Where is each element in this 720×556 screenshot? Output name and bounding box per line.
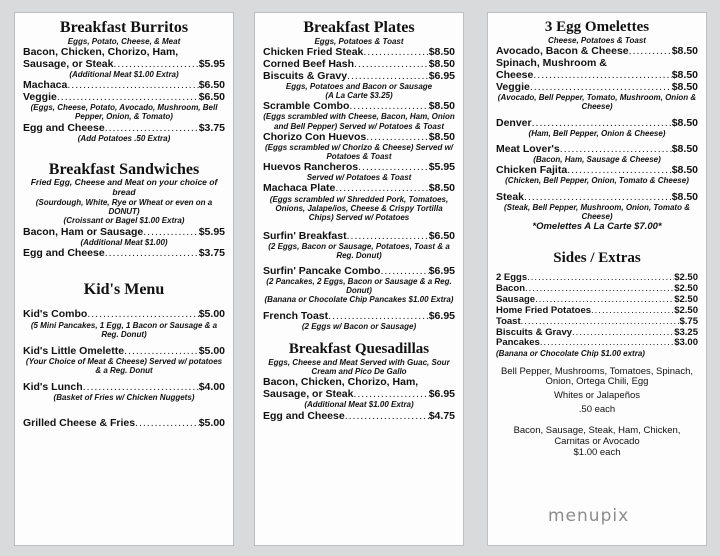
burritos-machaca-row: Machaca ..... $6.50 — [23, 79, 225, 91]
sides-pancake-note: (Banana or Chocolate Chip $1.00 extra) — [496, 349, 645, 359]
kids-omelette-row: Kid's Little Omelette ..... $5.00 — [23, 345, 225, 357]
omelettes-spinach-line: Spinach, Mushroom & — [496, 56, 607, 69]
plates-pancake-note2: (Banana or Chocolate Chip Pancakes $1.00 Extra) — [264, 294, 454, 304]
plates-pancake-row: Surfin' Pancake Combo ..... $6.95 — [263, 265, 455, 277]
plates-french-note: (2 Eggs w/ Bacon or Sausage) — [301, 322, 417, 332]
menu-panel-right — [487, 12, 707, 546]
omelettes-title: 3 Egg Omelettes — [544, 19, 650, 35]
quesadillas-note: (Additional Meat $1.00 Extra) — [304, 400, 414, 410]
quesadillas-egg-row: Egg and Cheese ..... $4.75 — [263, 410, 455, 422]
omelettes-denver-note: (Ham, Bell Pepper, Onion & Cheese) — [528, 129, 666, 139]
sides-item: Biscuits & Gravy ..... $3.25 — [496, 328, 698, 339]
plates-rancheros-note: Served w/ Potatoes & Toast — [306, 173, 412, 183]
plates-surfin-note: (2 Eggs, Bacon or Sausage, Potatoes, Toast & a Reg. Donut) — [268, 242, 450, 261]
menu-panel-middle — [254, 12, 464, 546]
plates-title: Breakfast Plates — [303, 19, 415, 36]
burritos-egg-row: Egg and Cheese ..... $3.75 — [23, 122, 225, 134]
burritos-note: (Additional Meat $1.00 Extra) — [69, 69, 179, 79]
sandwiches-title: Breakfast Sandwiches — [48, 160, 200, 178]
plates-french-row: French Toast ..... $6.95 — [263, 310, 455, 322]
plates-sub: Eggs, Potatoes & Toast — [314, 36, 404, 46]
burritos-line1: Bacon, Chicken, Chorizo, Ham, — [23, 45, 179, 58]
burritos-meat-row: Sausage, or Steak ..... $5.95 — [23, 58, 225, 70]
burritos-sub: Eggs, Potato, Cheese, & Meat — [67, 36, 181, 46]
sides-item: Bacon ..... $2.50 — [496, 284, 698, 295]
menu-panel-left — [14, 12, 234, 546]
kids-combo-row: Kid's Combo ..... $5.00 — [23, 308, 225, 320]
sandwiches-note1: (Sourdough, White, Rye or Wheat or even on a DONUT) — [35, 197, 213, 217]
kids-omelette-note: (Your Choice of Meat & Cheese) Served w/ potatoes & a Reg. Donut — [25, 356, 223, 376]
omelettes-meat-note: (Bacon, Ham, Sausage & Cheese) — [533, 154, 661, 164]
menupix-watermark: menupix — [548, 506, 630, 526]
burritos-veggie-row: Veggie ..... $6.50 — [23, 91, 225, 103]
plates-scramble-note: (Eggs scrambled with Cheese, Bacon, Ham, Onion and Bell Pepper) Served w/ Potatoes & Toast — [263, 112, 455, 131]
omelettes-fajita-row: Chicken Fajita ..... $8.50 — [496, 164, 698, 176]
plates-chorizo-note: (Eggs scrambled w/ Chorizo & Cheese) Served w/ Potatoes & Toast — [264, 142, 454, 162]
kids-lunch-row: Kid's Lunch ..... $4.00 — [23, 381, 225, 393]
sides-item: Pancakes ..... $3.00 — [496, 338, 698, 349]
kids-lunch-note: (Basket of Fries w/ Chicken Nuggets) — [53, 393, 195, 403]
kids-grilled-row: Grilled Cheese & Fries ..... $5.00 — [23, 417, 225, 429]
sides-list — [496, 273, 698, 349]
burritos-veggie-note: (Eggs, Cheese, Potato, Avocado, Mushroom, Bell Pepper, Onion, & Tomato) — [30, 103, 218, 122]
sides-item: Toast ..... $.75 — [496, 317, 698, 328]
omelettes-veggie-row: Veggie ..... $8.50 — [496, 81, 698, 93]
plates-cfs-row: Chicken Fried Steak ..... $8.50 — [263, 46, 455, 58]
plates-chorizo-row: Chorizo Con Huevos ..... $8.50 — [263, 131, 455, 143]
sides-meats-price: $1.00 each — [573, 447, 621, 459]
plates-bg-note: Eggs, Potatoes and Bacon or Sausage — [285, 81, 433, 91]
sandwiches-bacon-note: (Additional Meat $1.00) — [80, 237, 168, 247]
plates-machaca-row: Machaca Plate ..... $8.50 — [263, 182, 455, 194]
sides-title: Sides / Extras — [553, 250, 641, 267]
quesadillas-meat-row: Sausage, or Steak ..... $6.95 — [263, 388, 455, 400]
quesadillas-title: Breakfast Quesadillas — [288, 341, 430, 358]
sides-whites: Whites or Jalapeños — [553, 390, 641, 402]
plates-bg-note2: (A La Carte $3.25) — [325, 91, 393, 101]
omelettes-veggie-note: (Avocado, Bell Pepper, Tomato, Mushroom, Onion & Cheese) — [497, 92, 697, 112]
omelettes-avocado-row: Avocado, Bacon & Cheese ..... $8.50 — [496, 45, 698, 57]
sides-whites-price: .50 each — [578, 404, 616, 416]
sides-item: Sausage ..... $2.50 — [496, 295, 698, 306]
plates-scramble-row: Scramble Combo ..... $8.50 — [263, 100, 455, 112]
sandwiches-bacon-row: Bacon, Ham or Sausage ..... $5.95 — [23, 226, 225, 238]
sandwiches-sub: Fried Egg, Cheese and Meat on your choice of bread — [30, 177, 218, 198]
plates-rancheros-row: Huevos Rancheros ..... $5.95 — [263, 161, 455, 173]
sides-meats: Bacon, Sausage, Steak, Ham, Chicken, Carnitas or Avocado — [513, 425, 681, 448]
omelettes-sub: Cheese, Potatoes & Toast — [548, 35, 646, 45]
plates-pancake-note: (2 Pancakes, 2 Eggs, Bacon or Sausage & a Reg. Donut) — [266, 276, 452, 295]
sides-item: 2 Eggs ..... $2.50 — [496, 273, 698, 284]
plates-machaca-note: (Eggs scrambled w/ Shredded Pork, Tomatoes, Onions, Jalape/ios, Cheese & Crispy Tortilla Chips) Served w/ Potatoes — [269, 194, 449, 222]
sides-item: Home Fried Potatoes ..... $2.50 — [496, 306, 698, 317]
plates-bg-row: Biscuits & Gravy ..... $6.95 — [263, 70, 455, 82]
omelettes-denver-row: Denver ..... $8.50 — [496, 117, 698, 129]
sides-veg: Bell Pepper, Mushrooms, Tomatoes, Spinach, Onion, Ortega Chili, Egg — [500, 365, 694, 388]
kids-title: Kid's Menu — [83, 280, 165, 298]
quesadillas-sub: Eggs, Cheese and Meat Served with Guac, Sour Cream and Pico De Gallo — [268, 357, 450, 377]
omelettes-fajita-note: (Chicken, Bell Pepper, Onion, Tomato & Cheese) — [505, 175, 689, 185]
quesadillas-line1: Bacon, Chicken, Chorizo, Ham, — [263, 376, 419, 389]
omelettes-meat-row: Meat Lover's ..... $8.50 — [496, 143, 698, 155]
omelettes-spinach-row: Cheese ..... $8.50 — [496, 69, 698, 81]
sandwiches-note2: (Croissant or Bagel $1.00 Extra) — [63, 216, 185, 226]
burritos-title: Breakfast Burritos — [59, 19, 189, 36]
plates-cbh-row: Corned Beef Hash ..... $8.50 — [263, 58, 455, 70]
omelettes-alacarte: *Omelettes A La Carte $7.00* — [532, 220, 662, 232]
kids-combo-note: (5 Mini Pancakes, 1 Egg, 1 Bacon or Sausage & a Reg. Donut) — [30, 320, 218, 339]
plates-surfin-row: Surfin' Breakfast ..... $6.50 — [263, 230, 455, 242]
omelettes-steak-note: (Steak, Bell Pepper, Mushroom, Onion, Tomato & Cheese) — [504, 203, 690, 222]
omelettes-steak-row: Steak ..... $8.50 — [496, 191, 698, 203]
burritos-egg-note: (Add Potatoes .50 Extra) — [77, 133, 171, 143]
sandwiches-egg-row: Egg and Cheese ..... $3.75 — [23, 247, 225, 259]
